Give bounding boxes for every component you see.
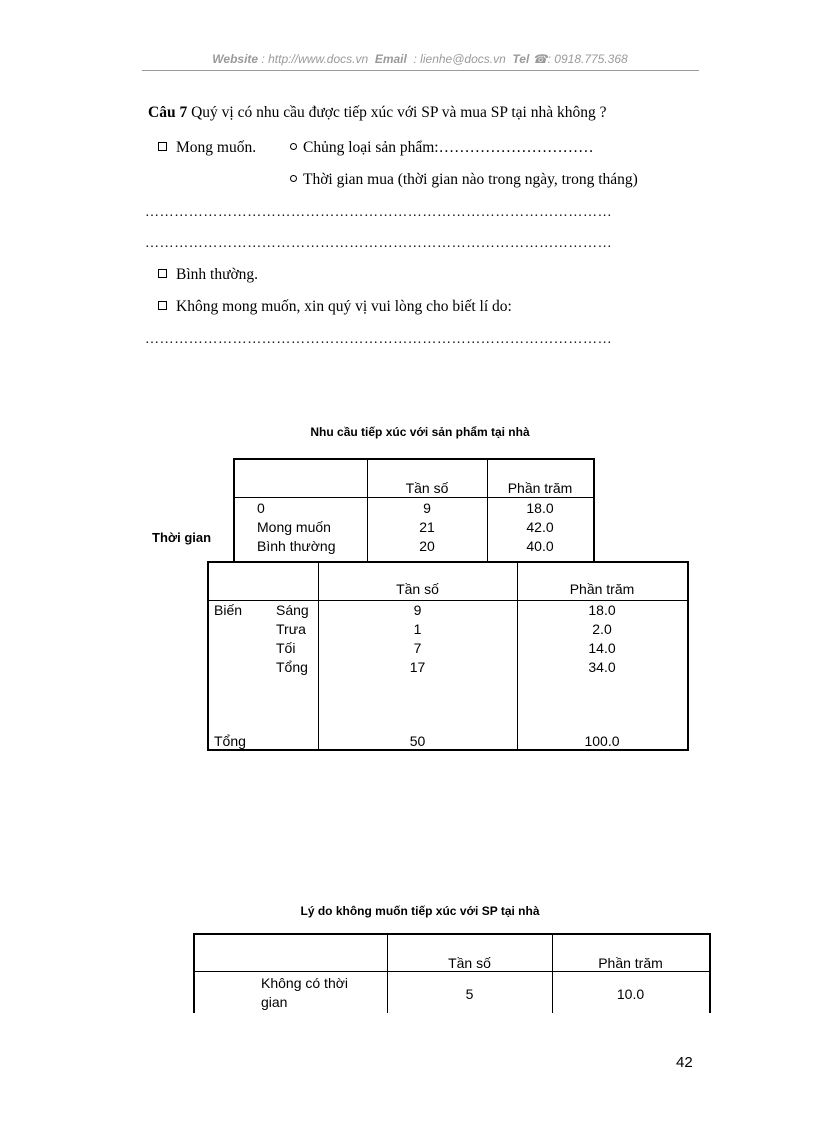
website-value: : http://www.docs.vn bbox=[261, 52, 369, 66]
table2-row-freq: 1 bbox=[413, 621, 422, 637]
table1-row-label: 0 bbox=[257, 500, 265, 516]
website-label: Website bbox=[212, 52, 259, 66]
option-label: Mong muốn. bbox=[176, 139, 257, 156]
email-label: Email bbox=[374, 52, 407, 66]
option-khong-mong-muon[interactable] bbox=[158, 298, 512, 316]
table2-row-pct: 18.0 bbox=[588, 602, 616, 618]
table2-row-freq: 17 bbox=[409, 659, 426, 675]
bullet-circle-icon bbox=[290, 143, 297, 150]
checkbox-icon[interactable] bbox=[158, 269, 167, 278]
table3-row-label-line1: Không có thời bbox=[261, 975, 349, 991]
table2-row-label: Trưa bbox=[276, 621, 306, 637]
header-divider bbox=[142, 70, 699, 71]
question-number: Câu 7 bbox=[148, 104, 188, 121]
sub-option-label: Chủng loại sản phẩm:………………………… bbox=[303, 139, 594, 156]
table1-row-pct: 42.0 bbox=[526, 519, 554, 535]
email-value: : lienhe@docs.vn bbox=[413, 52, 506, 66]
table2-row-pct: 14.0 bbox=[588, 640, 616, 656]
table3-row-pct: 10.0 bbox=[616, 986, 645, 1002]
table1-row-label: Mong muốn bbox=[257, 519, 331, 535]
table2-row-label: Tối bbox=[276, 640, 296, 656]
answer-line-1: …………………………………………………………………………………… bbox=[145, 205, 613, 220]
table1-row-pct: 40.0 bbox=[526, 538, 554, 554]
table2-row-freq: 7 bbox=[413, 640, 422, 656]
table3-row-freq: 5 bbox=[465, 986, 474, 1002]
checkbox-icon[interactable] bbox=[158, 142, 167, 151]
table2-total-label: Tổng bbox=[214, 733, 246, 749]
table2-row-label: Sáng bbox=[276, 602, 309, 618]
sub-option-label: Thời gian mua (thời gian nào trong ngày, trong tháng) bbox=[303, 171, 638, 188]
phone-icon: ☎ bbox=[532, 52, 548, 66]
table1-row-freq: 9 bbox=[423, 500, 431, 516]
tel-value: : 0918.775.368 bbox=[547, 52, 628, 66]
table2-col-pct: Phần trăm bbox=[569, 581, 635, 597]
option-label: Không mong muốn, xin quý vị vui lòng cho biết lí do: bbox=[176, 298, 512, 315]
table1-col-freq: Tần số bbox=[405, 480, 449, 496]
table1-row-label: Bình thường bbox=[257, 538, 336, 554]
table1-title: Nhu cầu tiếp xúc với sản phẩm tại nhà bbox=[310, 425, 530, 439]
table3-row-label-line2: gian bbox=[261, 994, 288, 1010]
table1 bbox=[233, 458, 595, 578]
question-text: Quý vị có nhu cầu được tiếp xúc với SP và mua SP tại nhà không ? bbox=[187, 104, 607, 121]
option-binh-thuong[interactable] bbox=[158, 266, 258, 284]
bullet-circle-icon bbox=[290, 175, 297, 182]
sub-option-product-type bbox=[290, 139, 594, 157]
table2-row-pct: 34.0 bbox=[588, 659, 616, 675]
table2-row-label: Tổng bbox=[276, 659, 308, 675]
table1-side-label: Thời gian bbox=[152, 530, 212, 545]
answer-line-3: …………………………………………………………………………………… bbox=[145, 332, 613, 347]
table1-row-freq: 20 bbox=[419, 538, 435, 554]
table2-total-pct: 100.0 bbox=[584, 733, 620, 749]
table2-total-freq: 50 bbox=[409, 733, 426, 749]
table2 bbox=[207, 561, 689, 751]
table2-row-pct: 2.0 bbox=[592, 621, 612, 637]
table3-col-pct: Phần trăm bbox=[598, 955, 663, 971]
table3-title: Lý do không muốn tiếp xúc với SP tại nhà bbox=[300, 904, 540, 918]
table2-col-freq: Tần số bbox=[396, 581, 439, 597]
option-mong-muon[interactable] bbox=[158, 139, 256, 157]
page-number: 42 bbox=[676, 1054, 693, 1071]
table3-col-freq: Tần số bbox=[448, 955, 491, 971]
answer-line-2: …………………………………………………………………………………… bbox=[145, 236, 613, 251]
option-label: Bình thường. bbox=[176, 266, 259, 283]
table1-col-pct: Phần trăm bbox=[507, 480, 573, 496]
checkbox-icon[interactable] bbox=[158, 301, 167, 310]
page-header bbox=[140, 52, 700, 66]
table2-row-freq: 9 bbox=[413, 602, 422, 618]
tel-label: Tel bbox=[512, 52, 530, 66]
table2-group-label: Biến bbox=[214, 602, 243, 618]
table1-row-freq: 21 bbox=[419, 519, 435, 535]
table1-row-pct: 18.0 bbox=[526, 500, 554, 516]
sub-option-purchase-time bbox=[290, 171, 638, 189]
table3 bbox=[193, 933, 711, 1013]
question-title bbox=[148, 104, 606, 122]
